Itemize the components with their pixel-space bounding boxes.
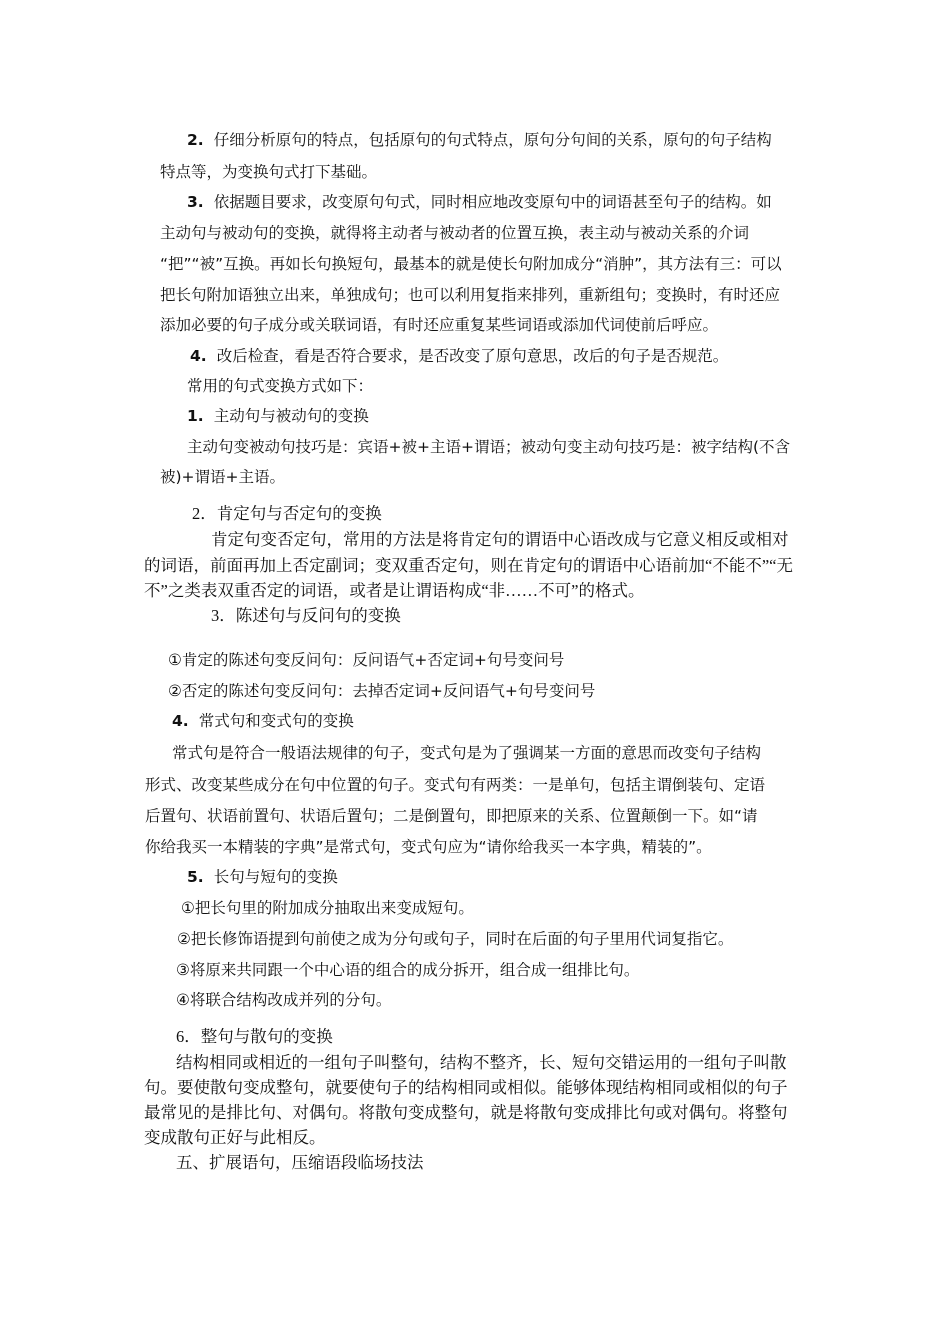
heading-text: 长句与短句的变换 [213, 868, 338, 886]
list-number: 2. [187, 131, 204, 149]
section-2-line-3: 不”之类表双重否定的词语，或者是让谓语构成“非……不可”的格式。 [144, 581, 645, 600]
paragraph-2-line-1 [187, 128, 772, 150]
section-6-line-4: 变成散句正好与此相反。 [144, 1128, 326, 1147]
section-1-heading [187, 404, 369, 426]
section-heading-five: 五、扩展语句，压缩语段临场技法 [176, 1153, 424, 1172]
section-4-line-4: 你给我买一本精装的字典”是常式句，变式句应为“请你给我买一本字典，精装的”。 [145, 838, 712, 856]
paragraph-3-line-1 [187, 190, 772, 212]
list-number: 3. [187, 193, 204, 211]
paragraph-2-line-2: 特点等，为变换句式打下基础。 [160, 163, 378, 181]
section-1-line-1: 主动句变被动句技巧是：宾语+被+主语+谓语；被动句变主动句技巧是：被字结构(不含 [187, 438, 791, 456]
text: 依据题目要求，改变原句句式，同时相应地改变原句中的词语甚至句子的结构。如 [213, 193, 772, 211]
section-4-line-1: 常式句是符合一般语法规律的句子，变式句是为了强调某一方面的意思而改变句子结构 [172, 744, 762, 762]
paragraph-3-line-3: “把”“被”互换。再如长句换短句，最基本的就是使长句附加成分“消肿”，其方法有三：可以 [160, 255, 782, 273]
section-5-heading [187, 865, 338, 887]
section-5-item-1: ①把长句里的附加成分抽取出来变成短句。 [181, 899, 474, 917]
heading-text: 常式句和变式句的变换 [198, 712, 354, 730]
common-methods-intro: 常用的句式变换方式如下： [187, 377, 374, 395]
list-number: 4. [172, 712, 189, 730]
list-number: 5. [187, 868, 204, 886]
list-number: 4. [190, 347, 207, 365]
section-3-heading: 3．陈述句与反问句的变换 [211, 606, 401, 625]
section-6-line-2: 句。要使散句变成整句，就要使句子的结构相同或相似。能够体现结构相同或相似的句子 [144, 1078, 788, 1097]
paragraph-4-line-1 [190, 344, 728, 366]
paragraph-3-line-5: 添加必要的句子成分或关联词语，有时还应重复某些词语或添加代词使前后呼应。 [160, 316, 719, 334]
conversion-item-2: ②否定的陈述句变反问句：去掉否定词+反问语气+句号变问号 [168, 682, 596, 700]
paragraph-3-line-2: 主动句与被动句的变换，就得将主动者与被动者的位置互换，表主动与被动关系的介词 [160, 224, 750, 242]
section-6-heading: 6．整句与散句的变换 [176, 1027, 333, 1046]
section-5-item-4: ④将联合结构改成并列的分句。 [176, 991, 392, 1009]
section-5-item-2: ②把长修饰语提到句前使之成为分句或句子，同时在后面的句子里用代词复指它。 [177, 930, 734, 948]
section-2-line-2: 的词语，前面再加上否定副词；变双重否定句，则在肯定句的谓语中心语前加“不能不”“无 [144, 556, 793, 575]
paragraph-3-line-4: 把长句附加语独立出来，单独成句；也可以利用复指来排列，重新组句；变换时，有时还应 [160, 286, 781, 304]
conversion-item-1: ①肯定的陈述句变反问句：反问语气+否定词+句号变问号 [168, 651, 565, 669]
section-2-line-1: 肯定句变否定句，常用的方法是将肯定句的谓语中心语改成与它意义相反或相对 [211, 530, 789, 549]
section-6-line-1: 结构相同或相近的一组句子叫整句，结构不整齐，长、短句交错运用的一组句子叫散 [176, 1053, 787, 1072]
list-number: 1. [187, 407, 204, 425]
section-4-line-3: 后置句、状语前置句、状语后置句；二是倒置句，即把原来的关系、位置颠倒一下。如“请 [145, 807, 758, 825]
section-6-line-3: 最常见的是排比句、对偶句。将散句变成整句，就是将散句变成排比句或对偶句。将整句 [144, 1103, 788, 1122]
section-5-item-3: ③将原来共同跟一个中心语的组合的成分拆开，组合成一组排比句。 [176, 961, 640, 979]
heading-text: 主动句与被动句的变换 [213, 407, 369, 425]
section-2-heading: 2．肯定句与否定句的变换 [192, 504, 382, 523]
text: 仔细分析原句的特点，包括原句的句式特点，原句分句间的关系，原句的句子结构 [213, 131, 772, 149]
section-4-line-2: 形式、改变某些成分在句中位置的句子。变式句有两类：一是单句，包括主谓倒装句、定语 [145, 776, 766, 794]
section-4-heading [172, 709, 354, 731]
section-1-line-2: 被)+谓语+主语。 [160, 468, 286, 486]
text: 改后检查，看是否符合要求，是否改变了原句意思，改后的句子是否规范。 [216, 347, 729, 365]
